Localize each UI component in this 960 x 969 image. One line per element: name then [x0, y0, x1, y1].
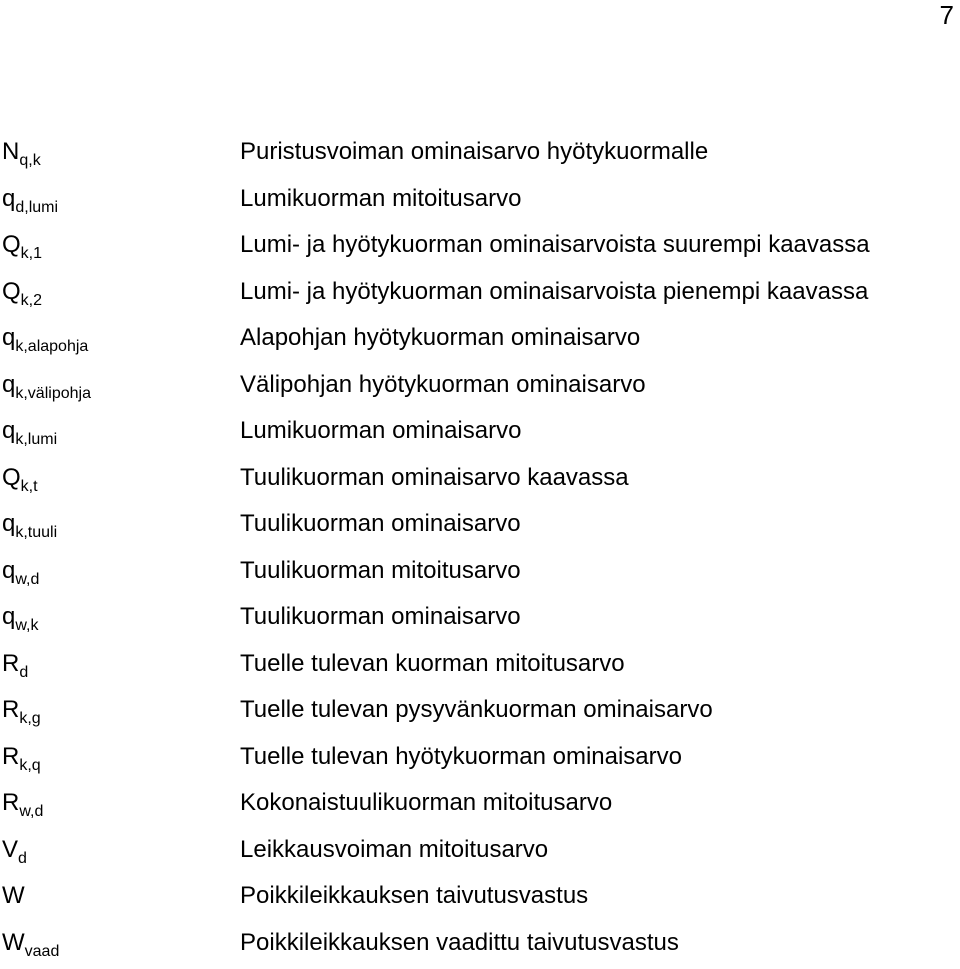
symbol: $W_{vaad}$ [2, 923, 59, 963]
symbol-row-14 [0, 783, 960, 830]
symbol: $q_{k,välipohja}$ [2, 365, 91, 405]
symbol-description: Lumikuorman mitoitusarvo [240, 179, 521, 219]
symbol: $V_d$ [2, 830, 27, 870]
symbol-row-2 [0, 225, 960, 272]
symbol: $q_{w,k}$ [2, 597, 38, 637]
symbol-row-11 [0, 644, 960, 691]
symbol: $R_{k,q}$ [2, 737, 41, 777]
symbol-row-17 [0, 923, 960, 969]
symbol-row-9 [0, 551, 960, 598]
symbol-description: Tuulikuorman ominaisarvo kaavassa [240, 458, 629, 498]
symbol-description: Lumi- ja hyötykuorman ominaisarvoista suurempi kaavassa [240, 225, 870, 265]
symbol-description: Tuulikuorman ominaisarvo [240, 597, 521, 637]
symbol-list [0, 132, 960, 969]
symbol-description: Tuelle tulevan kuorman mitoitusarvo [240, 644, 625, 684]
symbol: $Q_{k,t}$ [2, 458, 38, 498]
symbol: $Q_{k,1}$ [2, 225, 42, 265]
symbol-description: Tuelle tulevan pysyvänkuorman ominaisarvo [240, 690, 713, 730]
symbol-description: Poikkileikkauksen taivutusvastus [240, 876, 588, 916]
symbol-row-0 [0, 132, 960, 179]
symbol: $R_{k,g}$ [2, 690, 41, 730]
symbol-row-7 [0, 458, 960, 505]
symbol-row-1 [0, 179, 960, 226]
symbol-row-4 [0, 318, 960, 365]
symbol-description: Tuelle tulevan hyötykuorman ominaisarvo [240, 737, 682, 777]
symbol: W [2, 876, 25, 916]
symbol: $R_d$ [2, 644, 28, 684]
symbol-row-5 [0, 365, 960, 412]
symbol: $q_{k,lumi}$ [2, 411, 57, 451]
symbol-description: Välipohjan hyötykuorman ominaisarvo [240, 365, 646, 405]
symbol-description: Lumi- ja hyötykuorman ominaisarvoista pienempi kaavassa [240, 272, 868, 312]
symbol-description: Leikkausvoiman mitoitusarvo [240, 830, 548, 870]
symbol-row-10 [0, 597, 960, 644]
symbol: $N_{q,k}$ [2, 132, 41, 172]
symbol-row-16 [0, 876, 960, 923]
symbol-description: Alapohjan hyötykuorman ominaisarvo [240, 318, 640, 358]
symbol: $Q_{k,2}$ [2, 272, 42, 312]
symbol-row-8 [0, 504, 960, 551]
symbol: $q_{k,tuuli}$ [2, 504, 57, 544]
page-number: 7 [940, 0, 954, 30]
symbol: $q_{k,alapohja}$ [2, 318, 88, 358]
symbol-row-13 [0, 737, 960, 784]
symbol-row-6 [0, 411, 960, 458]
symbol-description: Poikkileikkauksen vaadittu taivutusvastus [240, 923, 679, 963]
symbol-description: Kokonaistuulikuorman mitoitusarvo [240, 783, 612, 823]
symbol-description: Puristusvoiman ominaisarvo hyötykuormalle [240, 132, 708, 172]
symbol: $q_{w,d}$ [2, 551, 39, 591]
symbol-description: Tuulikuorman mitoitusarvo [240, 551, 521, 591]
symbol: $q_{d,lumi}$ [2, 179, 58, 219]
symbol-row-15 [0, 830, 960, 877]
symbol-row-3 [0, 272, 960, 319]
symbol-row-12 [0, 690, 960, 737]
symbol-description: Lumikuorman ominaisarvo [240, 411, 521, 451]
symbol-description: Tuulikuorman ominaisarvo [240, 504, 521, 544]
symbol: $R_{w,d}$ [2, 783, 43, 823]
